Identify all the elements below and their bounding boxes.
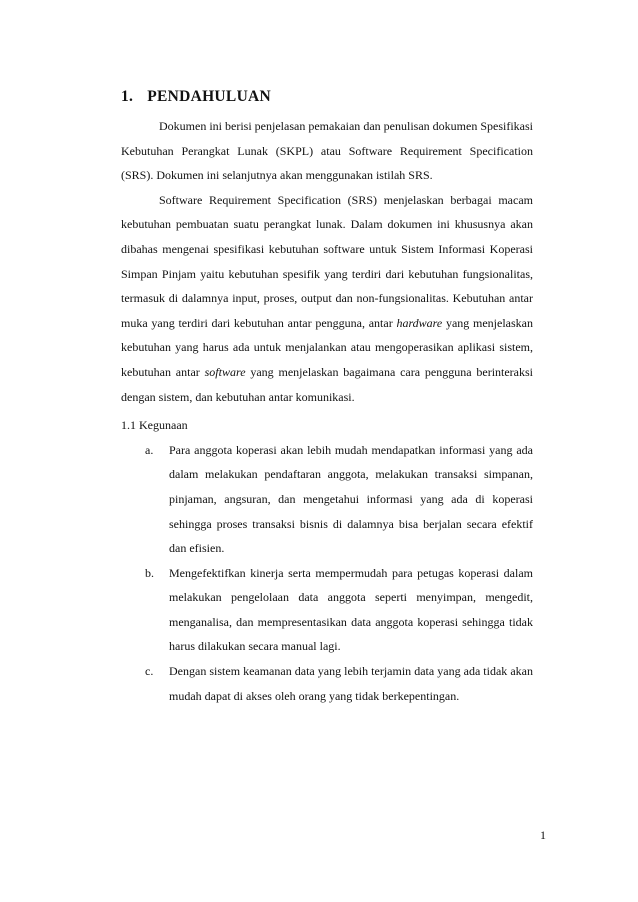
- software-term: software: [204, 364, 246, 379]
- srs-paragraph: [121, 188, 533, 409]
- list-marker: b.: [145, 565, 154, 580]
- section-heading: [121, 88, 533, 106]
- list-item: [121, 561, 533, 659]
- srs-paragraph-text-3: yang menjelaskan bagaimana cara pengguna berinteraksi dengan sistem, dan kebutuhan antar komunikasi.: [121, 364, 534, 404]
- section-number: 1.: [121, 88, 134, 105]
- list-item-text: Mengefektifkan kinerja serta mempermudah para petugas koperasi dalam melakukan pengelolaan data anggota seperti menyimpan, mengedit, menganalisa, dan mempresentasikan data anggota koperasi sehingga tidak harus dilakukan secara manual lagi.: [169, 565, 533, 654]
- list-marker: a.: [145, 442, 154, 457]
- list-item-text: Dengan sistem keamanan data yang lebih terjamin data yang ada tidak akan mudah dapat di akses oleh orang yang tidak berkepentingan.: [169, 664, 533, 703]
- section-title: PENDAHULUAN: [147, 88, 272, 105]
- hardware-term: hardware: [396, 315, 443, 330]
- srs-paragraph-text-2: yang menjelaskan kebutuhan yang harus ada untuk menjalankan atau mengoperasikan aplikasi sistem, kebutuhan antar: [121, 315, 533, 379]
- subsection-title: Kegunaan: [139, 418, 188, 433]
- list-item: [121, 438, 533, 561]
- page-number: 1: [540, 828, 546, 842]
- list-item-text: Para anggota koperasi akan lebih mudah mendapatkan informasi yang ada dalam melakukan pendaftaran anggota, melakukan transaksi simpanan, pinjaman, angsuran, dan mengetahui informasi yang ada di koperasi sehingga proses transaksi bisnis di dalamnya bisa berjalan secara efektif dan efisien.: [169, 442, 533, 556]
- srs-paragraph-text-1: Software Requirement Specification (SRS) menjelaskan berbagai macam kebutuhan pembuatan suatu perangkat lunak. Dalam dokumen ini khususnya akan dibahas mengenai spesifikasi kebutuhan software untuk Sistem Informasi Koperasi Simpan Pinjam yaitu kebutuhan spesifik yang terdiri dari kebutuhan fungsionalitas, termasuk di dalamnya input, proses, output dan non-fungsionalitas. Kebutuhan antar muka yang terdiri dari kebutuhan antar pengguna, antar: [121, 192, 533, 330]
- subsection-number: 1.1: [121, 418, 136, 433]
- list-marker: c.: [145, 664, 154, 679]
- list-item: [121, 659, 533, 708]
- subsection-heading: [121, 413, 533, 438]
- page-content: [121, 88, 533, 708]
- benefit-list: [121, 438, 533, 709]
- intro-paragraph: Dokumen ini berisi penjelasan pemakaian dan penulisan dokumen Spesifikasi Kebutuhan Perangkat Lunak (SKPL) atau Software Requirement Specification (SRS). Dokumen ini selanjutnya akan menggunakan istilah SRS.: [121, 119, 533, 183]
